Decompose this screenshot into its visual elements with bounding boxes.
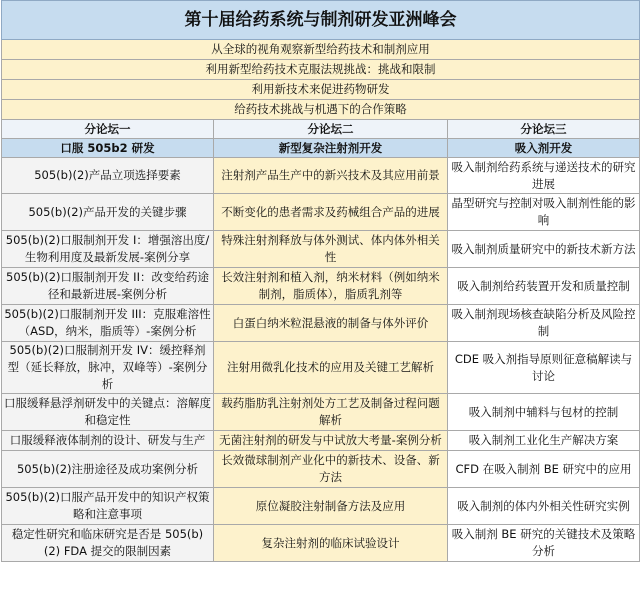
table-row [2, 231, 640, 268]
forum-1-session: 505(b)(2)口服制剂开发 IV：缓控释剂型（延长释放，脉冲，双峰等）-案例分析 [2, 342, 214, 394]
table-row [2, 488, 640, 525]
forum-1-session: 稳定性研究和临床研究是否是 505(b)(2) FDA 提交的限制因素 [2, 525, 214, 562]
forum-2-session: 复杂注射剂的临床试验设计 [214, 525, 448, 562]
table-row [2, 342, 640, 394]
forum-2-session: 长效微球制剂产业化中的新技术、设备、新方法 [214, 451, 448, 488]
topic-3: 利用新技术来促进药物研发 [2, 80, 640, 100]
table-row [2, 194, 640, 231]
forum-1-session: 口服缓释液体制剂的设计、研发与生产 [2, 431, 214, 451]
forum-1-session: 505(b)(2)口服制剂开发 I：增强溶出度/生物利用度及最新发展-案例分享 [2, 231, 214, 268]
forum-2-session: 原位凝胶注射制备方法及应用 [214, 488, 448, 525]
table-row [2, 268, 640, 305]
forum-1-session: 505(b)(2)口服制剂开发 III：克服难溶性（ASD，纳米，脂质等）-案例分析 [2, 305, 214, 342]
forum-2-session: 特殊注射剂释放与体外测试、体内体外相关性 [214, 231, 448, 268]
forum-2-session: 长效注射剂和植入剂，纳米材料（例如纳米制剂，脂质体），脂质乳剂等 [214, 268, 448, 305]
topic-4: 给药技术挑战与机遇下的合作策略 [2, 100, 640, 120]
forum-2-session: 注射用微乳化技术的应用及关键工艺解析 [214, 342, 448, 394]
topic-2: 利用新型给药技术克服法规挑战：挑战和限制 [2, 60, 640, 80]
forum-3-session: 吸入制剂给药装置开发和质量控制 [448, 268, 640, 305]
forum-1-header: 分论坛一 [2, 120, 214, 139]
forum-2-session: 注射剂产品生产中的新兴技术及其应用前景 [214, 158, 448, 194]
forum-2-session: 不断变化的患者需求及药械组合产品的进展 [214, 194, 448, 231]
table-row [2, 394, 640, 431]
page-title: 第十届给药系统与制剂研发亚洲峰会 [2, 1, 640, 40]
table-row [2, 305, 640, 342]
forum-1-subject: 口服 505b2 研发 [2, 139, 214, 158]
forum-2-session: 白蛋白纳米粒混悬液的制备与体外评价 [214, 305, 448, 342]
table-row [2, 431, 640, 451]
agenda-table [1, 0, 640, 562]
table-row [2, 158, 640, 194]
forum-1-session: 505(b)(2)注册途径及成功案例分析 [2, 451, 214, 488]
forum-3-subject: 吸入剂开发 [448, 139, 640, 158]
forum-3-session: 吸入制剂给药系统与递送技术的研究进展 [448, 158, 640, 194]
forum-3-session: 晶型研究与控制对吸入制剂性能的影响 [448, 194, 640, 231]
forum-2-header: 分论坛二 [214, 120, 448, 139]
topic-1: 从全球的视角观察新型给药技术和制剂应用 [2, 40, 640, 60]
forum-3-session: 吸入制剂现场核查缺陷分析及风险控制 [448, 305, 640, 342]
table-row [2, 451, 640, 488]
forum-1-session: 505(b)(2)口服产品开发中的知识产权策略和注意事项 [2, 488, 214, 525]
forum-1-session: 505(b)(2)产品开发的关键步骤 [2, 194, 214, 231]
table-row [2, 525, 640, 562]
forum-3-session: 吸入制剂的体内外相关性研究实例 [448, 488, 640, 525]
forum-3-session: CDE 吸入剂指导原则征意稿解读与讨论 [448, 342, 640, 394]
forum-1-session: 505(b)(2)口服制剂开发 II：改变给药途径和最新进展-案例分析 [2, 268, 214, 305]
forum-3-session: CFD 在吸入制剂 BE 研究中的应用 [448, 451, 640, 488]
forum-3-session: 吸入制剂质量研究中的新技术新方法 [448, 231, 640, 268]
forum-3-session: 吸入制剂 BE 研究的关键技术及策略分析 [448, 525, 640, 562]
forum-1-session: 口服缓释悬浮剂研发中的关键点：溶解度和稳定性 [2, 394, 214, 431]
forum-3-session: 吸入制剂中辅料与包材的控制 [448, 394, 640, 431]
forum-2-session: 无菌注射剂的研发与中试放大考量-案例分析 [214, 431, 448, 451]
forum-2-session: 载药脂肪乳注射剂处方工艺及制备过程问题解析 [214, 394, 448, 431]
summit-agenda [1, 0, 639, 562]
forum-3-header: 分论坛三 [448, 120, 640, 139]
forum-1-session: 505(b)(2)产品立项选择要素 [2, 158, 214, 194]
forum-3-session: 吸入制剂工业化生产解决方案 [448, 431, 640, 451]
forum-2-subject: 新型复杂注射剂开发 [214, 139, 448, 158]
